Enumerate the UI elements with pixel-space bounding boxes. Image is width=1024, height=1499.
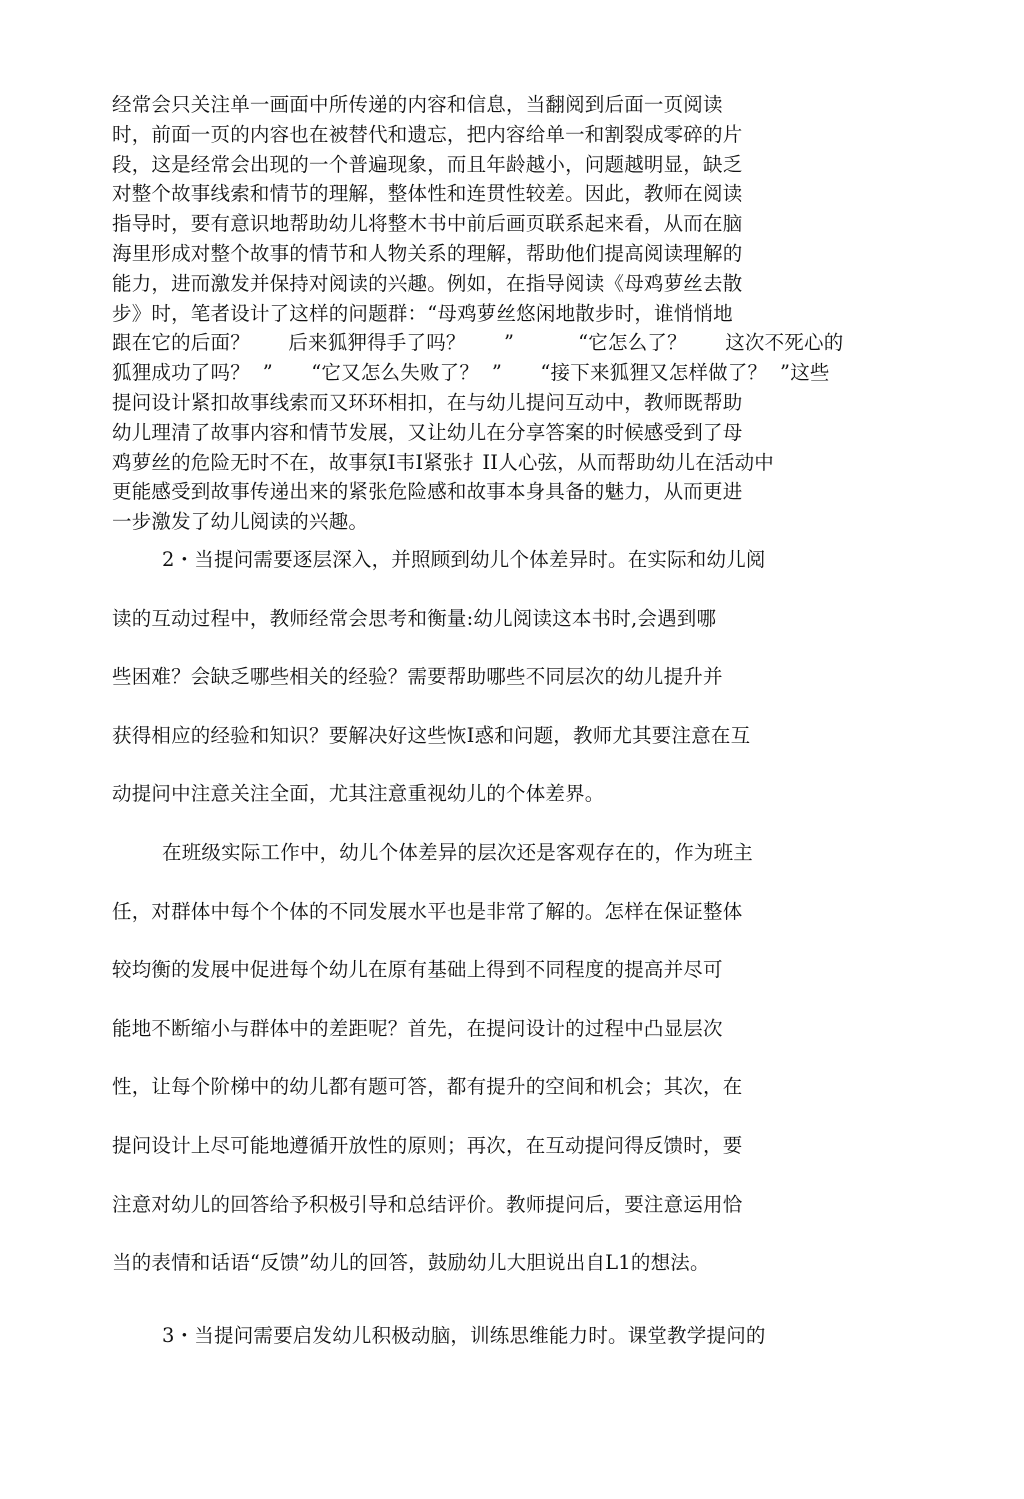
text-line: 任，对群体中每个个体的不同发展水平也是非常了解的。怎样在保证整体 [112,899,743,923]
paragraph-class-practice [112,838,932,1307]
text-line: 一步激发了幼儿阅读的兴趣。 [112,510,369,534]
text-line: 步》时，笔者设计了这样的问题群：“母鸡萝丝悠闲地散步时，谁悄悄地 [112,301,733,325]
text-line: 跟在它的后面？ 后来狐狎得手了吗？ ” “它怎么了？ 这次不死心的 [112,331,844,355]
text-line: 能地不断缩小与群体中的差距呢？首先，在提问设计的过程中凸显层次 [112,1016,723,1040]
text-line: 注意对幼儿的回答给予积极引导和总结评价。教师提问后，要注意运用恰 [112,1192,743,1216]
text-line: 在班级实际工作中，幼儿个体差异的层次还是客观存在的，作为班主 [162,841,754,864]
text-line: 提问设计上尽可能地遵循开放性的原则；再次，在互动提问得反馈时，要 [112,1133,743,1157]
text-line: 读的互动过程中，教师经常会思考和衡量:幼儿阅读这本书时,会遇到哪 [112,606,717,630]
text-line: 性，让每个阶梯中的幼儿都有题可答，都有提升的空间和机会；其次，在 [112,1075,743,1099]
text-line: 段，这是经常会出现的一个普遍现象，而且年龄越小，问题越明显，缺乏 [112,152,743,176]
text-line: 些困难？会缺乏哪些相关的经验？需要帮助哪些不同层次的幼儿提升并 [112,665,723,689]
paragraph-individual-differences [112,545,932,838]
text-line: 指导时，要有意识地帮助幼儿将整木书中前后画页联系起来看，从而在脑 [112,212,743,236]
paragraph-story-reading [112,90,932,537]
text-line: 较均衡的发展中促进每个幼儿在原有基础上得到不同程度的提高并尽可 [112,958,723,982]
text-line: 2・当提问需要逐层深入，并照顾到幼儿个体差异时。在实际和幼儿阅 [162,548,766,571]
text-line: 获得相应的经验和知识？要解决好这些恢I惑和问题，教师尤其要注意在互 [112,723,751,747]
text-line: 时，前面一页的内容也在被替代和遗忘，把内容给单一和割裂成零碎的片 [112,122,743,146]
text-line: 更能感受到故事传递出来的紧张危险感和故事本身具备的魅力，从而更进 [112,480,743,504]
paragraph-thinking-ability [112,1321,932,1380]
text-line: 当的表情和话语“反馈”幼儿的回答，鼓励幼儿大胆说出自L1的想法。 [112,1251,710,1275]
text-line: 狐狸成功了吗？ ” “它又怎么失败了？ ” “接下来狐狸又怎样做了？ ”这些 [112,361,830,385]
text-line: 能力，进而激发并保持对阅读的兴趣。例如，在指导阅读《母鸡萝丝去散 [112,271,743,295]
text-line: 经常会只关注单一画面中所传递的内容和信息，当翻阅到后面一页阅读 [112,93,723,116]
text-line: 3・当提问需要启发幼儿积极动脑，训练思维能力时。课堂教学提问的 [162,1324,766,1347]
text-line: 海里形成对整个故事的情节和人物关系的理解，帮助他们提高阅读理解的 [112,241,743,265]
text-line: 动提问中注意关注全面，尤其注意重视幼儿的个体差界。 [112,782,605,806]
text-line: 提问设计紧扣故事线索而又环环相扣，在与幼儿提问互动中，教师既帮助 [112,390,743,414]
text-line: 鸡萝丝的危险无时不在，故事氛I韦I紧张扌II人心弦，从而帮助幼儿在活动中 [112,450,775,474]
text-line: 对整个故事线索和情节的理解，整体性和连贯性较差。因此，教师在阅读 [112,182,743,206]
text-line: 幼儿理清了故事内容和情节发展，又让幼儿在分享答案的时候感受到了母 [112,420,743,444]
